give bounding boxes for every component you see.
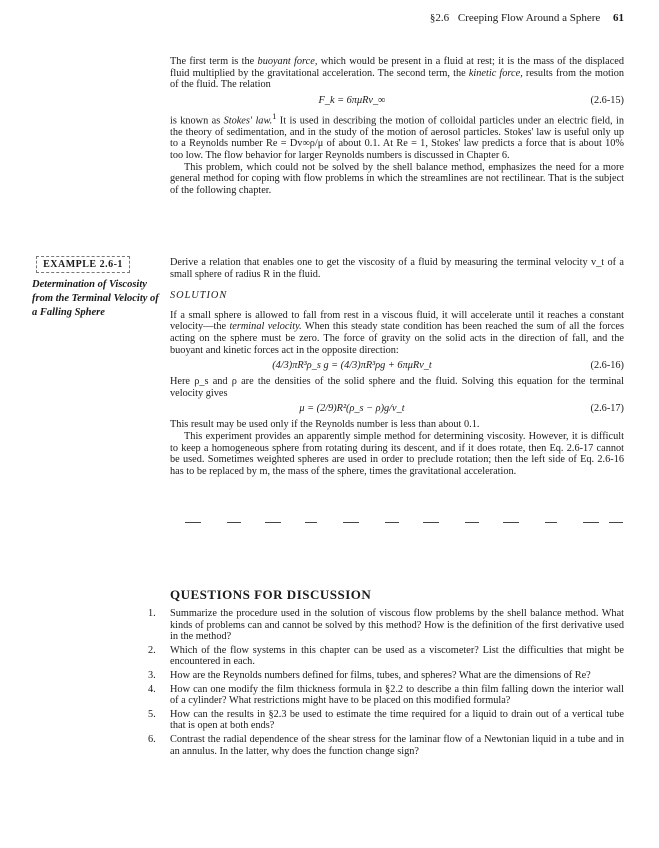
term-stokes-law: Stokes' law. bbox=[223, 115, 273, 127]
term-terminal-velocity: terminal velocity. bbox=[229, 321, 302, 333]
question-number: 4. bbox=[148, 683, 156, 695]
questions-heading: QUESTIONS FOR DISCUSSION bbox=[170, 587, 372, 602]
question-text: Which of the flow systems in this chapter can be used as a viscometer? List the difficulties that might be encountered in each. bbox=[170, 644, 624, 668]
solution-paragraph-2: Here ρ_s and ρ are the densities of the solid sphere and the fluid. Solving this equation for the terminal velocity gives bbox=[170, 376, 624, 399]
question-text: Summarize the procedure used in the solution of viscous flow problems by the shell balance method. What kinds of problems can and cannot be solved by this method? How is the definition of the first derivative used in the method? bbox=[170, 608, 624, 643]
question-text: How are the Reynolds numbers defined for films, tubes, and spheres? What are the dimensions of Re? bbox=[170, 669, 591, 681]
question-number: 5. bbox=[148, 708, 156, 720]
question-item bbox=[148, 734, 624, 757]
question-number: 3. bbox=[148, 669, 156, 681]
question-text: How can one modify the film thickness formula in §2.2 to describe a thin film falling down the interior wall of a cylinder? What restrictions might have to be placed on this modified formula? bbox=[170, 683, 624, 707]
question-item bbox=[148, 709, 624, 732]
section-number: §2.6 bbox=[429, 12, 450, 24]
question-text: Contrast the radial dependence of the shear stress for the laminar flow of a Newtonian liquid in a tube and in an annulus. In the latter, why does the function change sign? bbox=[170, 733, 624, 757]
question-item bbox=[148, 684, 624, 707]
equation-number: (2.6-15) bbox=[590, 94, 624, 106]
example-label-box: EXAMPLE 2.6-1 bbox=[36, 256, 130, 273]
paragraph-stokes-law: is known as Stokes' law.$^1$ It is used in describing the motion of colloidal particles under an electric field, in the theory of sedimentation, and in the study of the motion of aerosol particles. Stokes' law is useful only up to a Reynolds number Re = Dv∞ρ/μ of about 0.1. At Re = 1, Stokes' law predicts a force that is about 10% too low. The flow behavior for larger Reynolds numbers is discussed in Chapter 6. bbox=[170, 110, 624, 161]
equation-2-6-16 bbox=[170, 359, 624, 373]
question-text: How can the results in §2.3 be used to estimate the time required for a liquid to drain out of a vertical tube that is open at both ends? bbox=[170, 708, 624, 732]
question-number: 1. bbox=[148, 608, 156, 619]
running-head bbox=[170, 12, 624, 28]
question-number: 2. bbox=[148, 644, 156, 656]
paragraph-forces: The first term is the buoyant force, which would be present in a fluid at rest; it is the mass of the displaced fluid multiplied by the gravitational acceleration. The second term, the kinetic force, results from the motion of the fluid. The relation bbox=[170, 56, 624, 91]
intro-text bbox=[170, 56, 624, 196]
footnote-marker: 1 bbox=[272, 110, 277, 121]
equation-2-6-15 bbox=[170, 94, 624, 108]
solution-paragraph-1: If a small sphere is allowed to fall from rest in a viscous fluid, it will accelerate until it reaches a constant velocity—the terminal velocity. When this steady state condition has been reached the sum of all the forces acting on the sphere must be zero. The force of gravity on the solid acts in the direction of fall, and the buoyant and kinetic forces act in the opposite direction: bbox=[170, 309, 624, 356]
solution-heading: SOLUTION bbox=[170, 290, 228, 302]
paragraph-shell-balance: This problem, which could not be solved by the shell balance method, emphasizes the need for a more general method for coping with flow problems in which the streamlines are not rectilinear. That is the subject of the following chapter. bbox=[170, 161, 624, 196]
equation-expression: F_k = 6πμRv_∞ bbox=[318, 94, 386, 106]
example-body bbox=[170, 257, 624, 477]
question-number: 6. bbox=[148, 733, 156, 745]
term-buoyant-force: buoyant force, bbox=[257, 56, 318, 67]
section-title: Creeping Flow Around a Sphere bbox=[457, 12, 601, 24]
question-item bbox=[148, 670, 624, 682]
example-end-rule bbox=[185, 522, 625, 528]
equation-number: (2.6-16) bbox=[590, 360, 624, 372]
example-caption: Determination of Viscosity from the Terminal Velocity of a Falling Sphere bbox=[32, 279, 159, 318]
equation-expression: μ = (2/9)R²(ρ_s − ρ)g/v_t bbox=[299, 403, 405, 415]
equation-2-6-17 bbox=[170, 402, 624, 416]
question-item bbox=[148, 645, 624, 668]
solution-paragraph-4: This experiment provides an apparently simple method for determining viscosity. However, it is difficult to keep a homogeneous sphere from rotating during its descent, and if it does rotate, then Eq. 2.6-17 cannot be used. Sometimes weighted spheres are used in order to preclude rotation; then the left side of Eq. 2.6-16 has to be replaced by m, the mass of the sphere, times the gravitational acceleration. bbox=[170, 430, 624, 477]
solution-paragraph-3: This result may be used only if the Reynolds number is less than about 0.1. bbox=[170, 419, 480, 431]
questions-list bbox=[148, 608, 624, 759]
equation-number: (2.6-17) bbox=[590, 403, 624, 415]
term-kinetic-force: kinetic force, bbox=[468, 67, 523, 79]
question-item bbox=[148, 608, 624, 643]
equation-expression: (4/3)πR³ρ_s g = (4/3)πR³ρg + 6πμRv_t bbox=[272, 360, 432, 372]
example-statement: Derive a relation that enables one to get the viscosity of a fluid by measuring the terminal velocity v_t of a small sphere of radius R in the fluid. bbox=[170, 257, 624, 280]
page-number: 61 bbox=[613, 12, 624, 24]
